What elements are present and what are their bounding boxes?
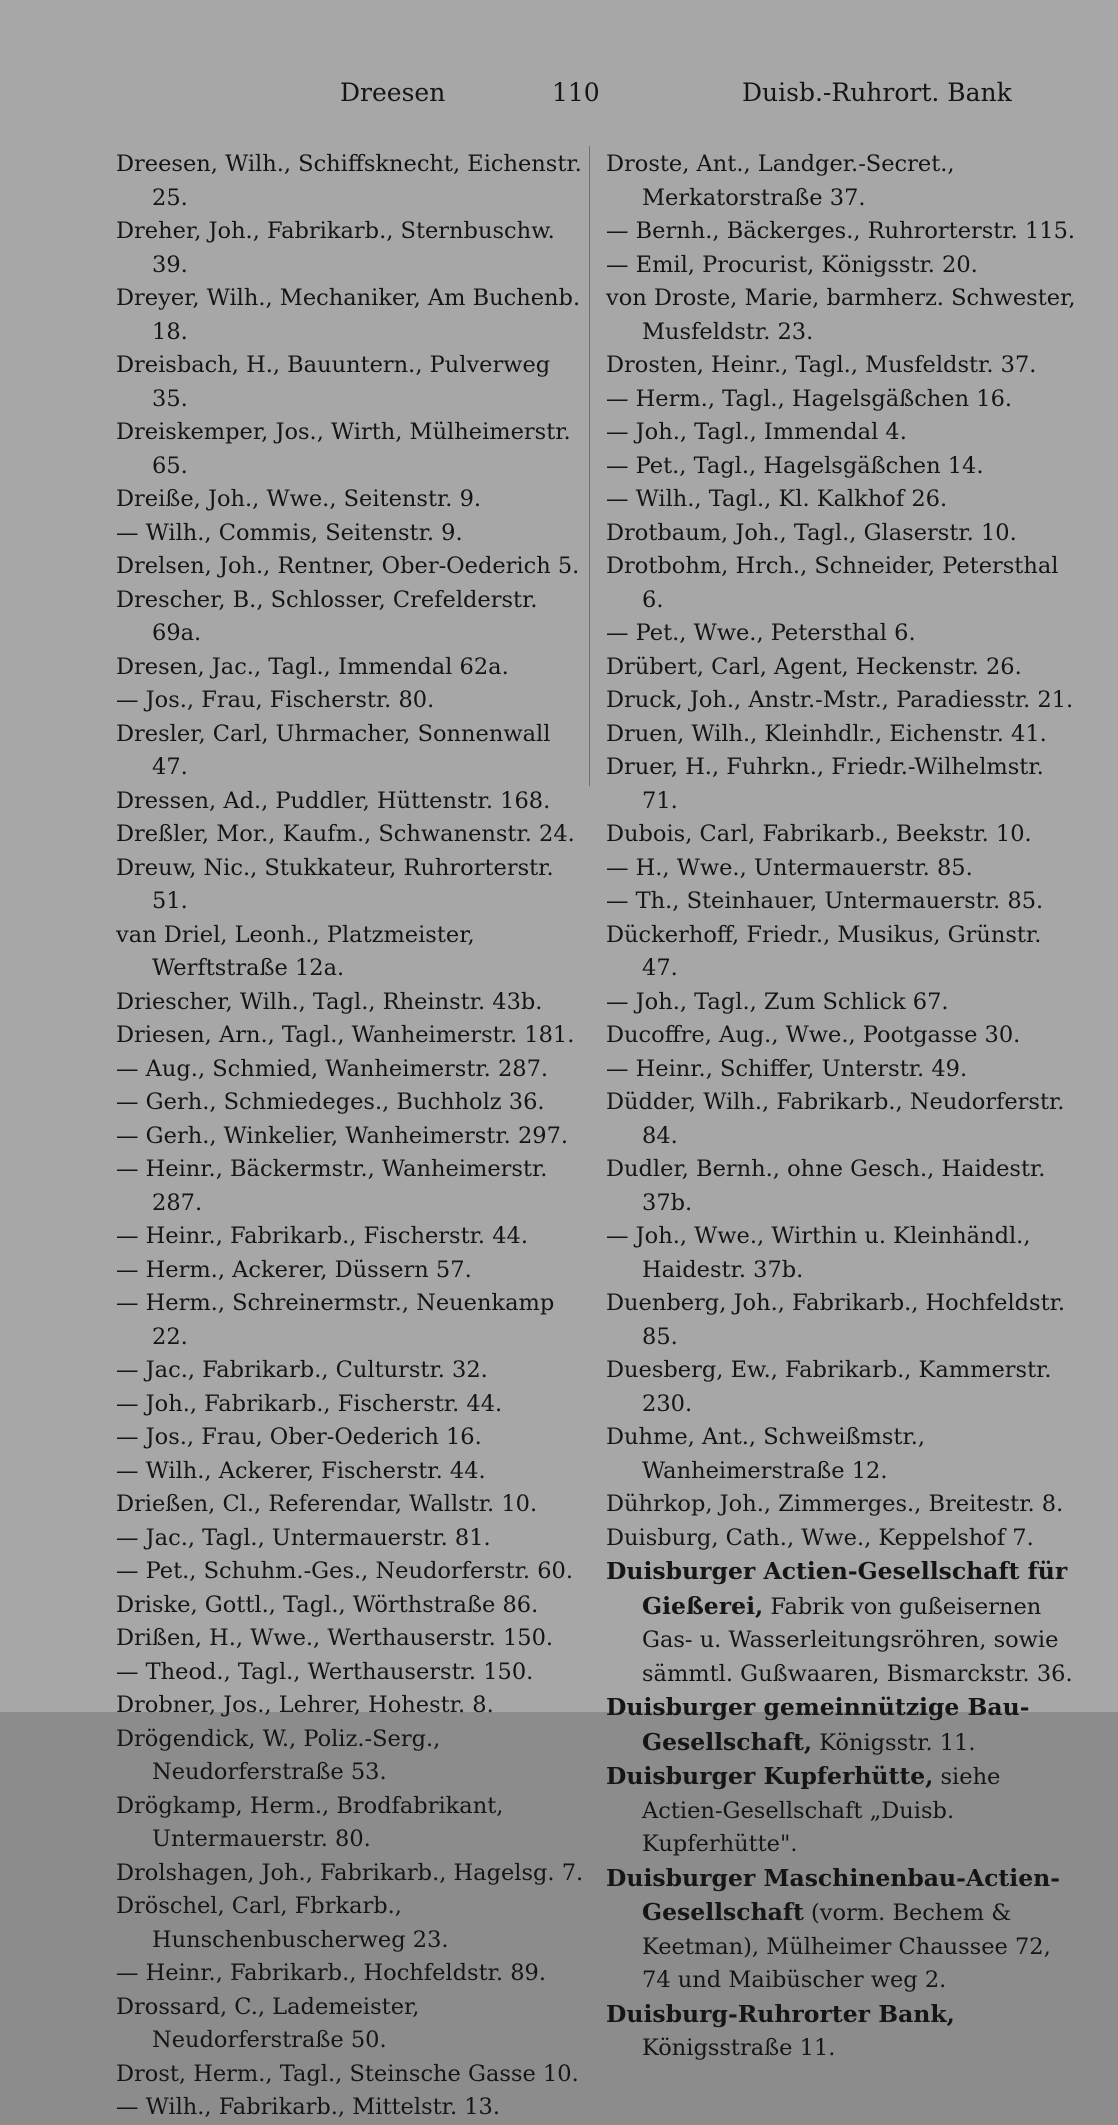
- company-entry: [606, 1862, 1076, 1998]
- directory-entry: Drelsen, Joh., Rentner, Ober-Oederich 5.: [116, 553, 580, 579]
- directory-entry: — Pet., Tagl., Hagelsgäßchen 14.: [606, 452, 984, 479]
- company-entry: [606, 1555, 1076, 1691]
- directory-entry: Driescher, Wilh., Tagl., Rheinstr. 43b.: [116, 988, 543, 1015]
- directory-entry: — Emil, Procurist, Königsstr. 20.: [606, 251, 978, 278]
- directory-entry: Drießen, Cl., Referendar, Wallstr. 10.: [116, 1491, 538, 1517]
- directory-entry: — Joh., Fabrikarb., Fischerstr. 44.: [116, 1390, 503, 1417]
- directory-entry: — Joh., Tagl., Zum Schlick 67.: [606, 988, 949, 1015]
- directory-entry: — Joh., Wwe., Wirthin u. Kleinhändl., Haidestr. 37b.: [606, 1223, 1031, 1283]
- company-entry: [606, 1998, 1076, 2066]
- directory-entry: Drosten, Heinr., Tagl., Musfeldstr. 37.: [606, 352, 1037, 378]
- company-details: Königsstraße 11.: [642, 2035, 836, 2061]
- directory-entry: Dressen, Ad., Puddler, Hüttenstr. 168.: [116, 787, 551, 814]
- directory-entry: Dubois, Carl, Fabrikarb., Beekstr. 10.: [606, 821, 1032, 847]
- company-details: siehe Actien-Gesellschaft „Duisb. Kupferhütte".: [642, 1764, 1001, 1857]
- directory-entry: Düdder, Wilh., Fabrikarb., Neudorferstr. 84.: [606, 1089, 1065, 1149]
- directory-entry: — Wilh., Ackerer, Fischerstr. 44.: [116, 1457, 486, 1484]
- directory-entry: — Wilh., Fabrikarb., Mittelstr. 13.: [116, 2094, 501, 2120]
- directory-entry: — Joh., Tagl., Immendal 4.: [606, 419, 907, 445]
- directory-entry: Dreesen, Wilh., Schiffsknecht, Eichenstr. 25.: [116, 151, 582, 211]
- company-name: Duisburger Maschinenbau-Actien-Gesellschaft: [606, 1863, 1060, 1926]
- directory-entry: — Gerh., Schmiedeges., Buchholz 36.: [116, 1089, 545, 1115]
- directory-entry: Dreyer, Wilh., Mechaniker, Am Buchenb. 18.: [116, 285, 581, 345]
- directory-entry: Drotbohm, Hrch., Schneider, Petersthal 6.: [606, 553, 1059, 613]
- company-entry: [606, 1691, 1076, 1760]
- directory-entry: Drost, Herm., Tagl., Steinsche Gasse 10.: [116, 2060, 579, 2087]
- right-column: [606, 148, 1076, 2066]
- directory-entry: Drögkamp, Herm., Brodfabrikant, Untermauerstr. 80.: [116, 1792, 504, 1852]
- directory-entry: — Herm., Schreinermstr., Neuenkamp 22.: [116, 1290, 555, 1350]
- directory-entry: Driske, Gottl., Tagl., Wörthstraße 86.: [116, 1591, 539, 1618]
- directory-entry: Duhme, Ant., Schweißmstr., Wanheimerstraße 12.: [606, 1424, 926, 1484]
- left-column: [116, 148, 584, 2125]
- directory-entry: — Herm., Ackerer, Düssern 57.: [116, 1256, 472, 1283]
- directory-entry: — Heinr., Fabrikarb., Fischerstr. 44.: [116, 1223, 529, 1249]
- directory-entry: — Pet., Wwe., Petersthal 6.: [606, 620, 916, 646]
- directory-entry: Dreuw, Nic., Stukkateur, Ruhrorterstr. 51.: [116, 854, 554, 914]
- page-number: 110: [552, 78, 600, 107]
- directory-entry: — Pet., Schuhm.-Ges., Neudorferstr. 60.: [116, 1558, 574, 1584]
- directory-entry: — Aug., Schmied, Wanheimerstr. 287.: [116, 1055, 549, 1082]
- directory-entry: Druer, H., Fuhrkn., Friedr.-Wilhelmstr. 71.: [606, 754, 1044, 814]
- directory-entry: Duisburg, Cath., Wwe., Keppelshof 7.: [606, 1524, 1034, 1551]
- directory-entry: Dührkop, Joh., Zimmerges., Breitestr. 8.: [606, 1491, 1064, 1517]
- header-right-keyword: Duisb.-Ruhrort. Bank: [742, 78, 1012, 107]
- directory-entry: — Heinr., Schiffer, Unterstr. 49.: [606, 1055, 968, 1082]
- directory-entry: Drossard, C., Lademeister, Neudorferstraße 50.: [116, 1993, 420, 2053]
- directory-entry: Droste, Ant., Landger.-Secret., Merkatorstraße 37.: [606, 151, 955, 211]
- directory-entry: Dückerhoff, Friedr., Musikus, Grünstr. 47.: [606, 921, 1042, 981]
- directory-entry: Dreher, Joh., Fabrikarb., Sternbuschw. 39.: [116, 218, 555, 278]
- directory-entry: Dresen, Jac., Tagl., Immendal 62a.: [116, 653, 509, 680]
- page-header: [0, 78, 1118, 118]
- company-details: Königsstr. 11.: [812, 1729, 976, 1756]
- directory-entry: Druen, Wilh., Kleinhdlr., Eichenstr. 41.: [606, 720, 1047, 747]
- directory-entry: — Th., Steinhauer, Untermauerstr. 85.: [606, 888, 1044, 914]
- directory-entry: Dreiße, Joh., Wwe., Seitenstr. 9.: [116, 486, 482, 512]
- directory-entry: — Jos., Frau, Ober-Oederich 16.: [116, 1424, 482, 1450]
- directory-entry: Druck, Joh., Anstr.-Mstr., Paradiesstr. 21.: [606, 687, 1074, 713]
- company-name: Duisburger Actien-Gesellschaft für Gießerei,: [606, 1557, 1068, 1620]
- directory-entry: — H., Wwe., Untermauerstr. 85.: [606, 854, 973, 881]
- directory-entry: Duesberg, Ew., Fabrikarb., Kammerstr. 230.: [606, 1357, 1052, 1417]
- directory-entry: Drögendick, W., Poliz.-Serg., Neudorferstraße 53.: [116, 1725, 441, 1785]
- directory-entry: — Theod., Tagl., Werthauserstr. 150.: [116, 1658, 534, 1685]
- directory-entry: — Jac., Tagl., Untermauerstr. 81.: [116, 1524, 491, 1551]
- directory-entry: Duenberg, Joh., Fabrikarb., Hochfeldstr. 85.: [606, 1290, 1066, 1350]
- company-details: (vorm. Bechem & Keetman), Mülheimer Chaussee 72, 74 und Maibüscher weg 2.: [642, 1900, 1051, 1993]
- directory-entry: van Driel, Leonh., Platzmeister, Werftstraße 12a.: [116, 921, 475, 981]
- directory-entry: Drißen, H., Wwe., Werthauserstr. 150.: [116, 1625, 554, 1651]
- company-details: Fabrik von gußeisernen Gas- u. Wasserleitungsröhren, sowie sämmtl. Gußwaaren, Bismarckstr. 36.: [642, 1593, 1073, 1687]
- directory-entry: Ducoffre, Aug., Wwe., Pootgasse 30.: [606, 1022, 1021, 1048]
- directory-entry: Dudler, Bernh., ohne Gesch., Haidestr. 37b.: [606, 1156, 1046, 1216]
- directory-entry: — Bernh., Bäckerges., Ruhrorterstr. 115.: [606, 218, 1076, 244]
- directory-entry: Drolshagen, Joh., Fabrikarb., Hagelsg. 7.: [116, 1859, 584, 1886]
- company-name: Duisburger Kupferhütte,: [606, 1762, 934, 1790]
- directory-entry: — Jac., Fabrikarb., Culturstr. 32.: [116, 1357, 488, 1383]
- directory-entry: — Wilh., Tagl., Kl. Kalkhof 26.: [606, 486, 948, 512]
- company-name: Duisburg-Ruhrorter Bank,: [606, 1999, 955, 2028]
- directory-entry: — Wilh., Commis, Seitenstr. 9.: [116, 519, 463, 546]
- directory-entry: Dreiskemper, Jos., Wirth, Mülheimerstr. 65.: [116, 419, 571, 479]
- company-name: Duisburger gemeinnützige Bau-Gesellschaft,: [606, 1693, 1030, 1756]
- directory-entry: Dreßler, Mor., Kaufm., Schwanenstr. 24.: [116, 821, 575, 847]
- directory-entry: — Gerh., Winkelier, Wanheimerstr. 297.: [116, 1122, 569, 1149]
- directory-entry: Drotbaum, Joh., Tagl., Glaserstr. 10.: [606, 519, 1017, 546]
- header-left-keyword: Dreesen: [340, 78, 446, 107]
- directory-entry: Dreisbach, H., Bauuntern., Pulverweg 35.: [116, 352, 551, 412]
- directory-entry: Drescher, B., Schlosser, Crefelderstr. 69a.: [116, 586, 538, 646]
- column-divider: [589, 146, 590, 786]
- company-entry: [606, 1760, 1076, 1862]
- directory-entry: Drobner, Jos., Lehrer, Hohestr. 8.: [116, 1692, 494, 1718]
- directory-entry: — Herm., Tagl., Hagelsgäßchen 16.: [606, 385, 1013, 412]
- directory-entry: — Heinr., Fabrikarb., Hochfeldstr. 89.: [116, 1960, 546, 1986]
- directory-entry: Drübert, Carl, Agent, Heckenstr. 26.: [606, 653, 1022, 680]
- directory-entry: von Droste, Marie, barmherz. Schwester, Musfeldstr. 23.: [606, 285, 1076, 345]
- directory-entry: — Heinr., Bäckermstr., Wanheimerstr. 287.: [116, 1156, 548, 1216]
- directory-entry: — Jos., Frau, Fischerstr. 80.: [116, 687, 435, 713]
- directory-entry: Driesen, Arn., Tagl., Wanheimerstr. 181.: [116, 1022, 575, 1048]
- directory-entry: Dresler, Carl, Uhrmacher, Sonnenwall 47.: [116, 720, 551, 780]
- directory-entry: Dröschel, Carl, Fbrkarb., Hunschenbuscherweg 23.: [116, 1893, 449, 1953]
